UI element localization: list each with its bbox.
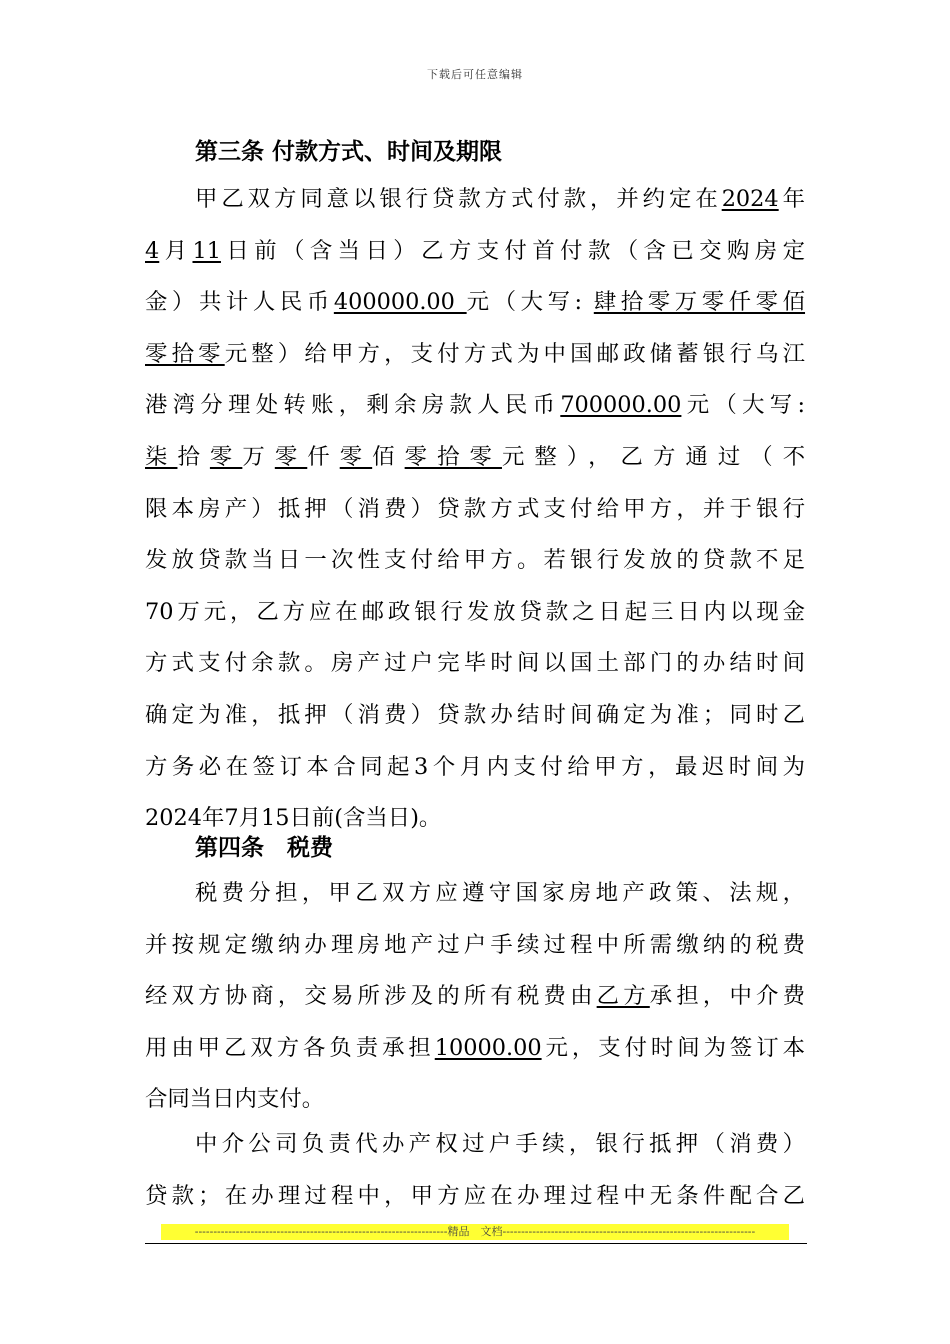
- text-run: 元整），乙方通过（不: [501, 444, 806, 470]
- text-line: [145, 493, 805, 525]
- text-run: 经双方协商，交易所涉及的所有税费由: [145, 983, 597, 1010]
- text-line: [145, 338, 805, 370]
- underlined-fill: 肆拾零万零仟零佰: [593, 289, 806, 316]
- footer-banner: [161, 1224, 789, 1240]
- text-line: [145, 647, 805, 679]
- page-header: 下载后可任意编辑: [427, 68, 523, 81]
- text-run: 中介公司负责代办产权过户手续，银行抵押（消费）: [195, 1131, 805, 1157]
- text-line: [195, 1128, 805, 1160]
- text-run: 用由甲乙双方各负责承担: [145, 1034, 435, 1061]
- text-run: 仟: [307, 444, 340, 470]
- text-line: [145, 286, 805, 318]
- text-run: 方务必在签订本合同起3个月内支付给甲方，最迟时间为: [145, 753, 805, 780]
- text-run: 日前（含当日）乙方支付首付款（含已交购房定: [220, 237, 806, 264]
- underlined-fill: 700000.00: [560, 392, 682, 419]
- text-run: 发放贷款当日一次性支付给甲方。若银行发放的贷款不足: [145, 547, 805, 574]
- text-run: 确定为准，抵押（消费）贷款办结时间确定为准；同时乙: [145, 702, 805, 728]
- underlined-fill: 零拾零: [145, 340, 225, 367]
- underlined-fill: 11: [192, 237, 221, 264]
- text-line: [145, 980, 805, 1012]
- text-run: 万: [242, 444, 275, 470]
- text-run: 佰: [372, 444, 405, 470]
- text-line: [145, 929, 805, 961]
- text-line: [145, 235, 805, 267]
- underlined-fill: 400000.00: [333, 289, 467, 316]
- text-run: 元（大写:: [681, 392, 805, 419]
- text-line: [145, 751, 805, 783]
- underlined-fill: 零: [209, 444, 243, 470]
- text-line: [145, 389, 805, 421]
- text-run: 并按规定缴纳办理房地产过户手续过程中所需缴纳的税费: [145, 931, 805, 958]
- text-line: [195, 183, 805, 215]
- underlined-fill: 零: [339, 444, 373, 470]
- text-run: 甲乙双方同意以银行贷款方式付款，并约定在: [195, 186, 722, 212]
- footer-dashes-left: --------------------------------------------------------------------: [194, 1225, 448, 1238]
- underlined-fill: 零: [469, 444, 502, 470]
- text-run: 合同当日内支付。: [145, 1086, 325, 1113]
- text-line: [145, 699, 805, 731]
- underlined-fill: 4: [145, 237, 160, 264]
- text-run: 承担，中介费: [649, 983, 806, 1010]
- text-run: 港湾分理处转账，剩余房款人民币: [145, 392, 561, 419]
- text-run: 月: [159, 237, 193, 264]
- text-line: [145, 441, 805, 473]
- article-3-heading: 第三条 付款方式、时间及期限: [195, 138, 503, 165]
- text-run: 金）共计人民币: [145, 289, 334, 316]
- text-run: 限本房产）抵押（消费）贷款方式支付给甲方，并于银行: [145, 495, 805, 522]
- underlined-fill: 零拾: [404, 444, 470, 470]
- text-run: 元（大写:: [466, 289, 594, 316]
- underlined-fill: 柒: [145, 444, 178, 470]
- text-line: [145, 596, 805, 628]
- footer-rule: [145, 1243, 807, 1244]
- text-line: [195, 877, 805, 909]
- text-run: 贷款；在办理过程中，甲方应在办理过程中无条件配合乙: [145, 1182, 805, 1209]
- text-run: 70万元，乙方应在邮政银行发放贷款之日起三日内以现金: [145, 598, 805, 625]
- text-line: [145, 1180, 805, 1212]
- underlined-fill: 10000.00: [434, 1034, 542, 1061]
- text-run: 元，支付时间为签订本: [541, 1034, 806, 1061]
- text-line: [145, 544, 805, 576]
- article-4-heading: 第四条 税费: [195, 834, 333, 861]
- text-line: [145, 1032, 805, 1064]
- text-run: 元整）给甲方，支付方式为中国邮政储蓄银行乌江: [224, 340, 806, 367]
- text-run: 年: [778, 186, 806, 212]
- footer-text: 精品 文档: [447, 1225, 503, 1238]
- text-run: 拾: [177, 444, 210, 470]
- text-run: 税费分担，甲乙双方应遵守国家房地产政策、法规，: [195, 880, 805, 906]
- text-run: 2024年7月15日前(含当日)。: [145, 805, 442, 832]
- underlined-fill: 2024: [721, 186, 779, 212]
- text-line: [145, 1083, 805, 1115]
- underlined-fill: 零: [274, 444, 308, 470]
- footer-dashes-right: --------------------------------------------------------------------: [502, 1225, 756, 1238]
- underlined-fill: 乙方: [596, 983, 650, 1010]
- text-run: 方式支付余款。房产过户完毕时间以国土部门的办结时间: [145, 650, 805, 677]
